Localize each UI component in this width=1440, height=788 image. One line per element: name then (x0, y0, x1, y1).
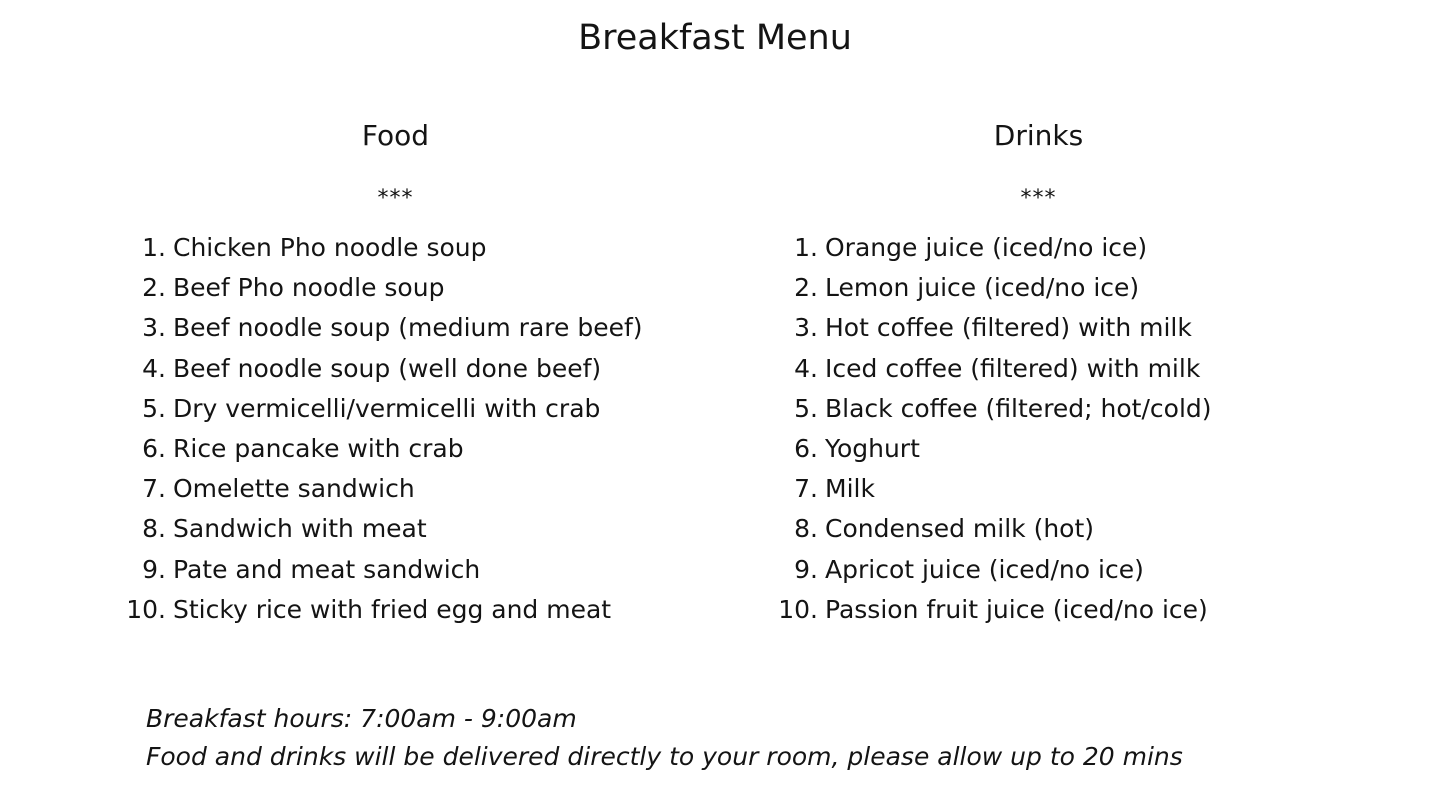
item-label: Yoghurt (825, 433, 920, 463)
item-label: Apricot juice (iced/no ice) (825, 554, 1144, 584)
item-number: 5. (794, 393, 818, 423)
item-number: 6. (142, 433, 166, 463)
item-label: Iced coffee (filtered) with milk (825, 353, 1201, 383)
item-label: Beef Pho noodle soup (173, 273, 445, 303)
page-title: Breakfast Menu (578, 18, 852, 58)
drink-item (770, 268, 1212, 308)
food-item (118, 469, 643, 509)
item-number: 2. (794, 273, 818, 303)
item-number: 9. (794, 554, 818, 584)
item-label: Chicken Pho noodle soup (173, 233, 487, 262)
food-separator: *** (377, 186, 414, 211)
item-label: Dry vermicelli/vermicelli with crab (173, 393, 601, 423)
food-item (118, 509, 643, 549)
item-number: 7. (142, 474, 166, 504)
item-label: Orange juice (iced/no ice) (825, 233, 1148, 262)
item-label: Sticky rice with fried egg and meat (173, 594, 612, 624)
item-number: 4. (142, 353, 166, 383)
food-item (118, 228, 643, 268)
item-label: Beef noodle soup (medium rare beef) (173, 313, 643, 343)
item-number: 8. (794, 514, 818, 544)
drink-item (770, 308, 1212, 348)
item-label: Black coffee (filtered; hot/cold) (825, 393, 1212, 423)
menu-footer (146, 700, 1183, 776)
item-number: 6. (794, 433, 818, 463)
item-number: 3. (142, 313, 166, 343)
food-item (118, 389, 643, 429)
item-label: Hot coffee (filtered) with milk (825, 313, 1192, 343)
item-number: 1. (142, 233, 166, 262)
drink-item (770, 349, 1212, 389)
item-label: Condensed milk (hot) (825, 514, 1095, 544)
food-item (118, 429, 643, 469)
cropped-footer-line (146, 776, 1246, 788)
drinks-list (770, 228, 1212, 630)
item-label: Omelette sandwich (173, 474, 415, 504)
food-item (118, 590, 643, 630)
food-item (118, 308, 643, 348)
breakfast-hours: Breakfast hours: 7:00am - 9:00am (146, 704, 577, 733)
delivery-note: Food and drinks will be delivered directly to your room, please allow up to 20 mins (146, 742, 1183, 771)
drinks-separator: *** (1020, 186, 1057, 211)
item-number: 10. (126, 594, 166, 624)
item-label: Sandwich with meat (173, 514, 427, 544)
food-list (118, 228, 643, 630)
item-number: 4. (794, 353, 818, 383)
item-number: 8. (142, 514, 166, 544)
item-number: 2. (142, 273, 166, 303)
drink-item (770, 509, 1212, 549)
item-label: Pate and meat sandwich (173, 554, 481, 584)
item-label: Lemon juice (iced/no ice) (825, 273, 1140, 303)
food-item (118, 550, 643, 590)
item-number: 7. (794, 474, 818, 504)
item-number: 9. (142, 554, 166, 584)
item-number: 10. (778, 594, 818, 624)
drink-item (770, 389, 1212, 429)
item-number: 1. (794, 233, 818, 262)
food-item (118, 349, 643, 389)
drink-item (770, 228, 1212, 268)
item-label: Rice pancake with crab (173, 433, 464, 463)
item-label: Milk (825, 474, 875, 504)
item-label: Passion fruit juice (iced/no ice) (825, 594, 1208, 624)
item-number: 5. (142, 393, 166, 423)
drink-item (770, 429, 1212, 469)
drink-item (770, 590, 1212, 630)
food-item (118, 268, 643, 308)
drink-item (770, 550, 1212, 590)
item-number: 3. (794, 313, 818, 343)
drink-item (770, 469, 1212, 509)
item-label: Beef noodle soup (well done beef) (173, 353, 602, 383)
drinks-heading: Drinks (993, 119, 1084, 152)
food-heading: Food (361, 119, 430, 152)
